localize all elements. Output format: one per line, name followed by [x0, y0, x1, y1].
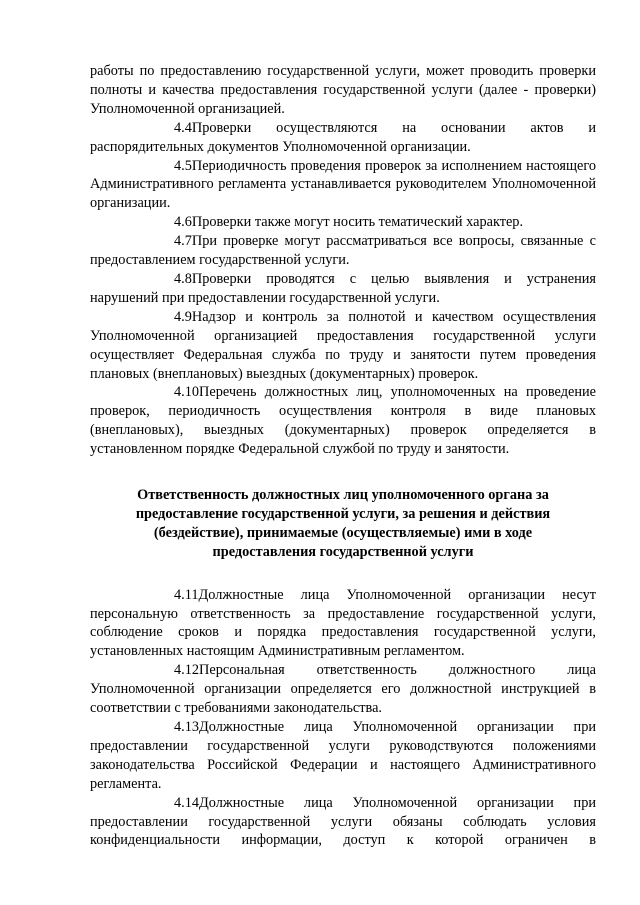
paragraph-text: работы по предоставлению государственной услуги, может проводить проверки полноты и качества предоставления государственной услуги (далее - проверки) Уполномоченной организацией.	[90, 63, 596, 117]
paragraph-text: Должностные лица Уполномоченной организации при предоставлении государственной услуги руководствуются положениями законодательства Российской Федерации и настоящего Административного регламента.	[90, 719, 596, 792]
heading-line: предоставление государственной услуги, за решения и действия	[135, 505, 551, 522]
paragraph-4-12	[90, 661, 596, 718]
paragraph-number: 4.8	[174, 270, 192, 287]
paragraph-4-9	[90, 308, 596, 384]
paragraph-4-4	[90, 119, 596, 157]
paragraph-number: 4.11	[174, 586, 199, 603]
paragraph-4-13	[90, 718, 596, 794]
paragraph-text: Персональная ответственность должностного лица Уполномоченной организации определяется его должностной инструкцией в соответствии с требованиями законодательства.	[90, 662, 596, 717]
paragraph-4-6	[90, 213, 596, 232]
paragraph-text: Перечень должностных лиц, уполномоченных на проведение проверок, периодичность осуществления контроля в виде плановых (внеплановых), выездных (документарных) проверок определяется в установленном порядке Федеральной службой по труду и занятости.	[90, 384, 596, 458]
paragraph-4-5	[90, 157, 596, 214]
paragraph-continuation	[90, 62, 596, 119]
paragraph-text: Должностные лица Уполномоченной организации несут персональную ответственность за предоставление государственной услуги, соблюдение сроков и порядка предоставления государственной услуги, установленных настоящим Административным регламентом.	[90, 586, 596, 660]
paragraph-text: Проверки осуществляются на основании актов и распорядительных документов Уполномоченной организации.	[90, 119, 596, 155]
paragraph-4-7	[90, 232, 596, 270]
paragraph-number: 4.13	[174, 719, 200, 735]
paragraph-text: Должностные лица Уполномоченной организации при предоставлении государственной услуги обязаны соблюдать условия конфиденциальности информации, доступ к которой ограничен в	[90, 794, 596, 849]
paragraph-text: Надзор и контроль за полнотой и качеством осуществления Уполномоченной организацией предоставления государственной услуги осуществляет Федеральная служба по труду и занятости путем проведения плановых (внеплановых) выездных (документарных) проверок.	[90, 308, 596, 382]
paragraph-4-10	[90, 383, 596, 459]
paragraph-number: 4.9	[174, 308, 192, 325]
paragraph-number: 4.4	[174, 119, 192, 136]
paragraph-text: Проверки проводятся с целью выявления и устранения нарушений при предоставлении государственной услуги.	[90, 270, 596, 306]
paragraph-4-8	[90, 270, 596, 308]
paragraph-4-14	[90, 794, 596, 851]
heading-line: (бездействие), принимаемые (осуществляемые) ими в ходе	[153, 524, 533, 541]
paragraph-number: 4.7	[174, 233, 192, 250]
heading-line: предоставления государственной услуги	[212, 543, 474, 560]
paragraph-number: 4.5	[174, 157, 192, 174]
paragraph-number: 4.14	[174, 794, 200, 811]
paragraph-text: При проверке могут рассматриваться все вопросы, связанные с предоставлением государственной услуги.	[90, 233, 596, 269]
paragraph-number: 4.12	[174, 662, 200, 679]
section-heading	[90, 486, 596, 562]
paragraph-number: 4.6	[174, 214, 192, 231]
paragraph-text: Проверки также могут носить тематический характер.	[191, 214, 524, 231]
paragraph-number: 4.10	[174, 384, 200, 401]
paragraph-text: Периодичность проведения проверок за исполнением настоящего Административного регламента устанавливается руководителем Уполномоченной организации.	[90, 157, 596, 212]
heading-line: Ответственность должностных лиц уполномоченного органа за	[137, 487, 549, 504]
paragraph-4-11	[90, 586, 596, 662]
